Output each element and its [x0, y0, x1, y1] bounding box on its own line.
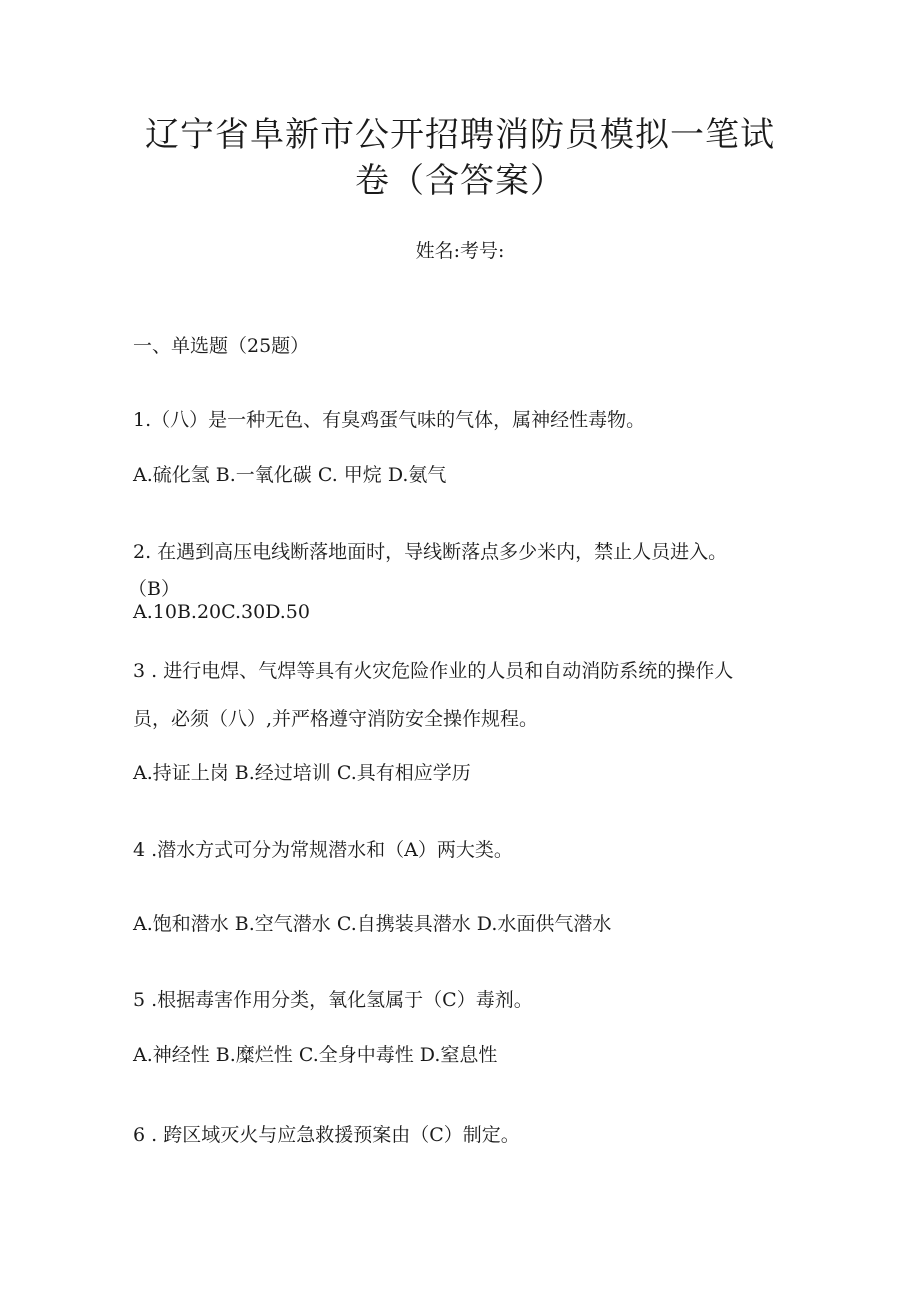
question-3-text-cont: 员，必须（八）,并严格遵守消防安全操作规程。: [133, 708, 539, 730]
question-4-text: 4 .潜水方式可分为常规潜水和（A）两大类。: [133, 839, 513, 861]
section-heading: 一、单选题（25题）: [133, 335, 310, 357]
question-2-text: 2. 在遇到高压电线断落地面时，导线断落点多少米内，禁止人员进入。: [133, 541, 728, 563]
question-3-options: A.持证上岗 B.经过培训 C.具有相应学历: [133, 762, 471, 784]
question-2-answer: （B）: [128, 578, 180, 600]
question-6-text: 6 . 跨区域灭火与应急救援预案由（C）制定。: [133, 1124, 520, 1146]
question-1-text: 1.（八）是一种无色、有臭鸡蛋气味的气体，属神经性毒物。: [133, 409, 646, 431]
question-4-options: A.饱和潜水 B.空气潜水 C.自携装具潜水 D.水面供气潜水: [133, 913, 612, 935]
candidate-fields: 姓名:考号:: [415, 240, 505, 262]
document-title-line2: 卷（含答案）: [355, 161, 565, 201]
document-title-line1: 辽宁省阜新市公开招聘消防员模拟一笔试: [145, 115, 775, 155]
question-2-options: A.10B.20C.30D.50: [133, 601, 310, 623]
question-5-options: A.神经性 B.糜烂性 C.全身中毒性 D.窒息性: [133, 1044, 498, 1066]
question-1-options: A.硫化氢 B.一氧化碳 C. 甲烷 D.氨气: [133, 464, 447, 486]
question-5-text: 5 .根据毒害作用分类，氧化氢属于（C）毒剂。: [133, 989, 533, 1011]
question-3-text: 3 . 进行电焊、气焊等具有火灾危险作业的人员和自动消防系统的操作人: [133, 660, 734, 682]
